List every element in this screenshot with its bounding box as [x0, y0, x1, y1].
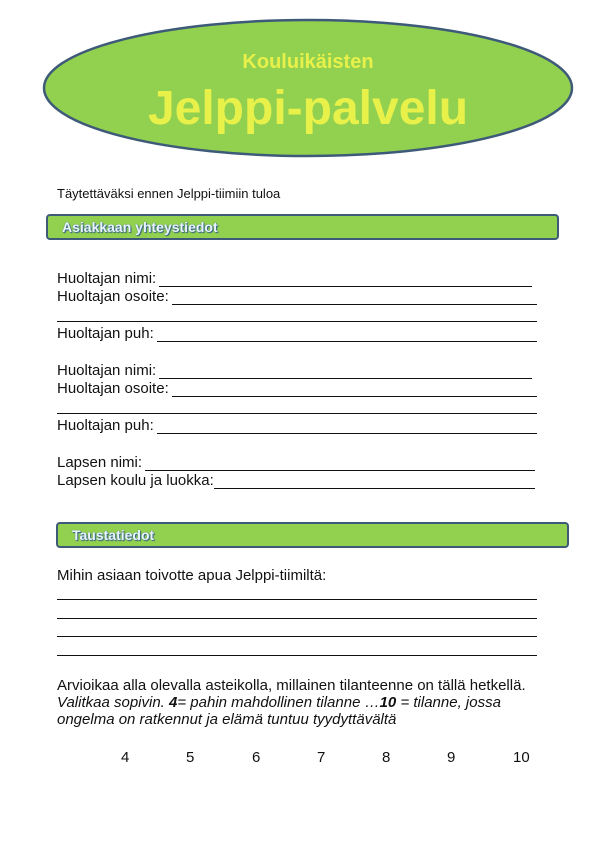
guardian1-name-field[interactable]: [57, 270, 532, 287]
guardian1-name-label: Huoltajan nimi:: [57, 270, 157, 287]
child-school-field[interactable]: [57, 472, 535, 489]
guardian2-address-label: Huoltajan osoite:: [57, 380, 169, 397]
guardian1-address-label: Huoltajan osoite:: [57, 288, 169, 305]
help-question: Mihin asiaan toivotte apua Jelppi-tiimiltä:: [57, 567, 327, 584]
guardian1-phone-field[interactable]: [57, 325, 537, 342]
guardian2-name-label: Huoltajan nimi:: [57, 362, 157, 379]
rating-text-1: Arvioikaa alla olevalla asteikolla, millainen tilanteenne on tällä hetkellä.: [57, 677, 526, 694]
guardian1-address-field[interactable]: [57, 288, 537, 305]
scale-option-8[interactable]: 8: [382, 749, 391, 766]
child-name-field[interactable]: [57, 454, 535, 471]
answer-line-3[interactable]: [57, 636, 537, 637]
scale-option-10[interactable]: 10: [513, 749, 530, 766]
guardian2-address-line2[interactable]: [57, 413, 537, 414]
rating-low-num: 4: [169, 694, 178, 711]
scale-option-7[interactable]: 7: [317, 749, 326, 766]
title-oval: [42, 18, 574, 158]
guardian2-name-field[interactable]: [57, 362, 532, 379]
rating-high-num: 10: [379, 694, 397, 711]
guardian1-phone-label: Huoltajan puh:: [57, 325, 154, 342]
scale-option-4[interactable]: 4: [121, 749, 130, 766]
guardian1-address-line2[interactable]: [57, 321, 537, 322]
answer-line-2[interactable]: [57, 618, 537, 619]
intro-text: Täytettäväksi ennen Jelppi-tiimiin tuloa: [57, 186, 281, 201]
child-name-label: Lapsen nimi:: [57, 454, 143, 471]
section-bar-contact: [46, 214, 559, 240]
rating-instructions: [57, 677, 537, 728]
header-subtitle: Kouluikäisten: [242, 51, 374, 73]
rating-text-2: Valitkaa sopivin.: [57, 694, 165, 711]
rating-low-text: = pahin mahdollinen tilanne …: [177, 694, 380, 711]
guardian2-phone-label: Huoltajan puh:: [57, 417, 154, 434]
guardian2-address-field[interactable]: [57, 380, 537, 397]
rating-high-text: = tilanne, jossa ongelma on ratkennut ja elämä tuntuu tyydyttävältä: [57, 694, 501, 728]
section-title-contact: Asiakkaan yhteystiedot: [62, 219, 218, 235]
child-school-label: Lapsen koulu ja luokka:: [57, 472, 214, 489]
answer-line-1[interactable]: [57, 599, 537, 600]
scale-option-6[interactable]: 6: [252, 749, 261, 766]
section-title-background: Taustatiedot: [72, 527, 155, 543]
section-bar-background: [56, 522, 569, 548]
guardian2-phone-field[interactable]: [57, 417, 537, 434]
answer-line-4[interactable]: [57, 655, 537, 656]
header-title: Jelppi-palvelu: [147, 82, 469, 135]
scale-option-5[interactable]: 5: [186, 749, 195, 766]
scale-option-9[interactable]: 9: [447, 749, 456, 766]
